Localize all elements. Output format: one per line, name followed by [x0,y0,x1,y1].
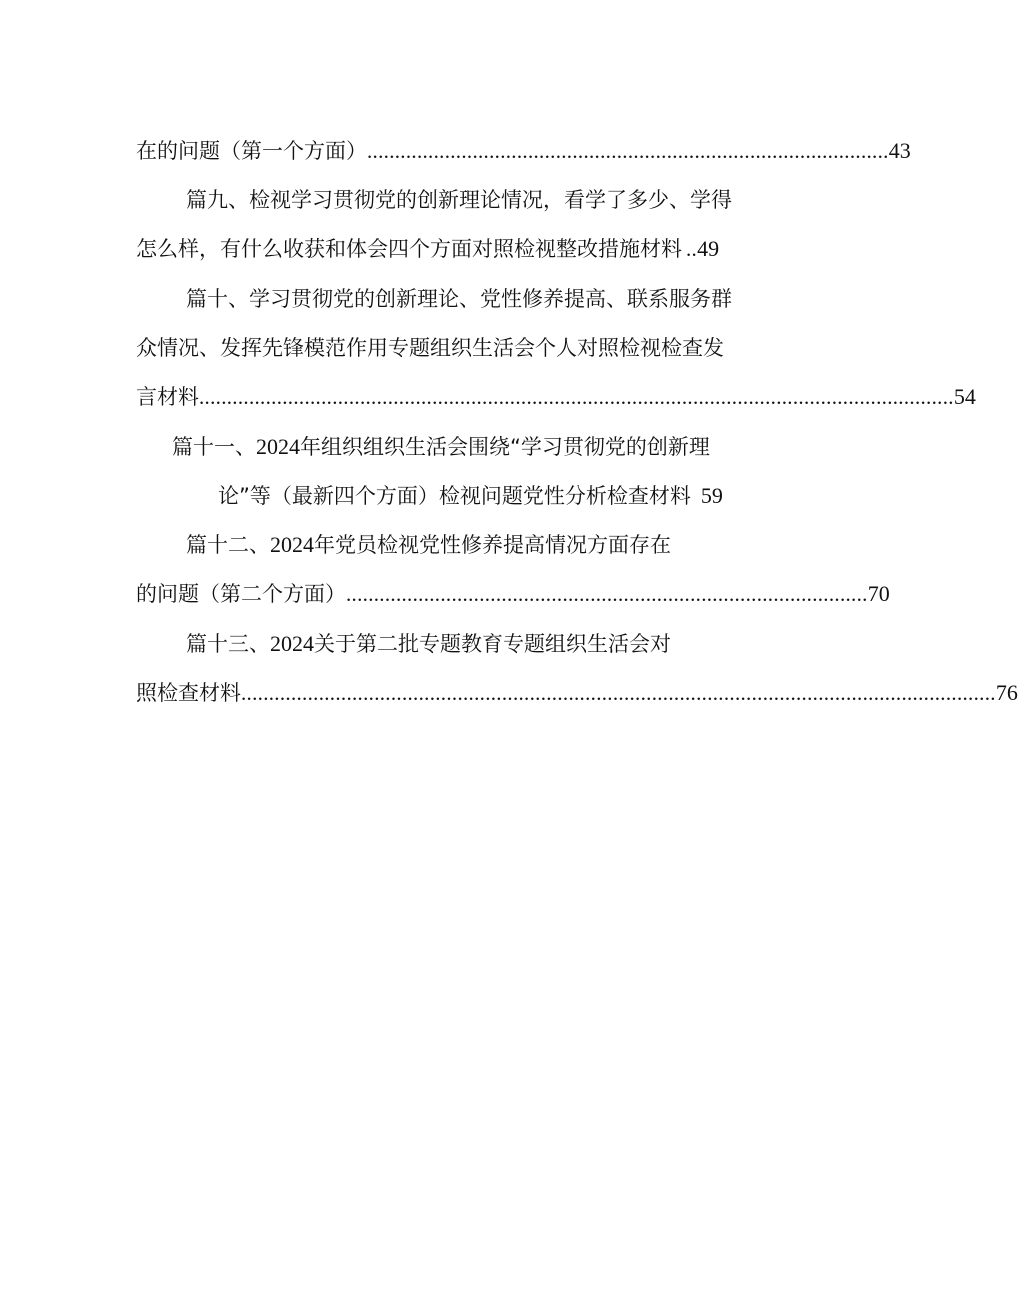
toc-entry-text: 年组织组织生活会围绕“学习贯彻党的创新理 [300,435,710,459]
toc-entry-text: 关于第二批专题教育专题组织生活会对 [314,632,671,656]
toc-entry-text: 众情况、发挥先锋模范作用专题组织生活会个人对照检视检查发 [136,336,724,360]
toc-leader-dots: .............................................................................................. [367,139,889,163]
toc-entry-9-line-1[interactable] [186,182,786,218]
toc-leader-dots: ........................................................................................................................................ [241,681,996,705]
toc-entry-10-line-3[interactable] [136,379,976,415]
toc-entry-year: 2024 [270,532,314,557]
toc-entry-13-line-1[interactable] [186,626,746,662]
toc-entry-12-line-1[interactable] [186,527,746,563]
toc-entry-13-line-2[interactable] [136,675,1018,711]
toc-page-number: 70 [867,581,890,606]
toc-entry-8-tail[interactable] [136,133,911,169]
toc-leader-dots: .. [686,237,698,261]
toc-entry-12-line-2[interactable] [136,576,890,612]
toc-entry-text: 年党员检视党性修养提高情况方面存在 [314,533,671,557]
toc-entry-11-line-2[interactable] [218,478,788,514]
toc-entry-text: 在的问题（第一个方面） [136,139,367,163]
toc-entry-text: 照检查材料 [136,681,241,705]
toc-entry-text: 论”等（最新四个方面）检视问题党性分析检查材料 [218,484,691,508]
toc-page-number: 43 [888,138,911,163]
toc-entry-prefix: 篇十一、 [172,435,256,459]
toc-page-number: 49 [697,236,720,261]
toc-entry-year: 2024 [256,434,300,459]
toc-entry-prefix: 篇十三、 [186,632,270,656]
toc-entry-text: 怎么样，有什么收获和体会四个方面对照检视整改措施材料 [136,237,682,261]
toc-entry-text: 篇十、学习贯彻党的创新理论、党性修养提高、联系服务群 [186,287,732,311]
toc-entry-year: 2024 [270,631,314,656]
toc-entry-prefix: 篇十二、 [186,533,270,557]
toc-entry-9-line-2[interactable] [136,231,776,267]
toc-entry-text: 篇九、检视学习贯彻党的创新理论情况，看学了多少、学得 [186,188,732,212]
toc-entry-10-line-2[interactable] [136,330,786,366]
toc-entry-text: 言材料 [136,385,199,409]
toc-entry-text: 的问题（第二个方面） [136,582,346,606]
toc-page-number: 59 [700,483,723,508]
toc-leader-dots: .............................................................................................. [346,582,868,606]
toc-page-number: 76 [995,680,1018,705]
toc-leader-dots: ........................................................................................................................................ [199,385,954,409]
toc-entry-10-line-1[interactable] [186,281,786,317]
toc-entry-11-line-1[interactable] [172,429,786,465]
toc-page-number: 54 [953,384,976,409]
